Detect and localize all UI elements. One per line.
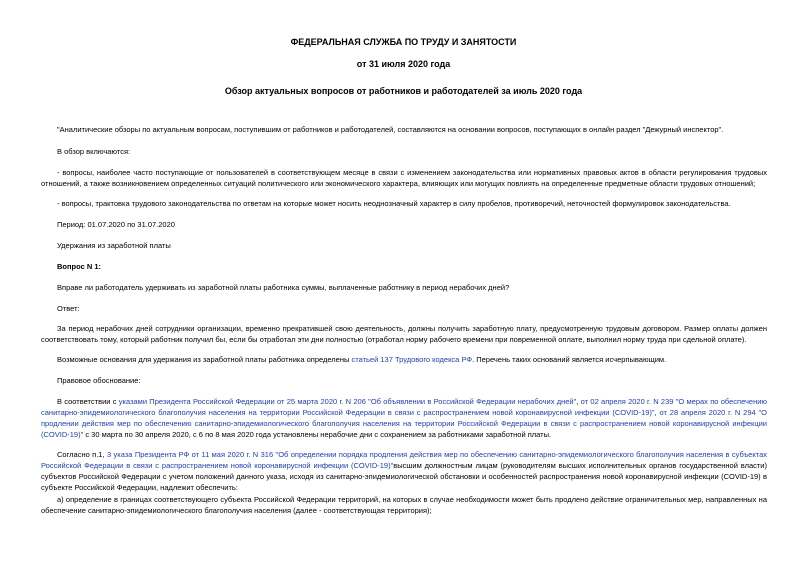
decree-206-link[interactable]: указами Президента Российской Федерации от 25 марта 2020 г. N 206 "Об объявлении в Российской Федерации нерабочих дней": [118, 397, 577, 406]
legal-paragraph-2: [41, 449, 767, 493]
legal-p1-text-d: с 30 марта по 30 апреля 2020, с 6 по 8 мая 2020 года установлены нерабочие дни с сохранением за работниками заработной платы.: [83, 430, 552, 439]
agency-heading: ФЕДЕРАЛЬНАЯ СЛУЖБА ПО ТРУДУ И ЗАНЯТОСТИ: [290, 37, 517, 47]
grounds-text-end: . Перечень таких оснований является исчерпывающим.: [472, 355, 667, 364]
decree-316-link[interactable]: 3 указа Президента РФ от 11 мая 2020 г. N 316 "Об определении порядка продления действия мер по обеспечению санитарно-эпидемиологического благополучия населения в субъектах Российской Федерации в связи с распространением новой коронавирусной инфекции (COVID-19)": [41, 450, 767, 470]
legal-paragraph-1: [41, 396, 767, 440]
legal-p2-text-a: Согласно п.1,: [57, 450, 107, 459]
legal-p1-text-b: ,: [576, 397, 581, 406]
grounds-text-start: Возможные основания для удержания из заработной платы работника определены: [57, 355, 352, 364]
document-title: Обзор актуальных вопросов от работников и работодателей за июль 2020 года: [224, 86, 583, 96]
answer-label: Ответ:: [57, 304, 80, 313]
legal-p2-text-b: высшим должностным лицам (руководителям высших исполнительных органов государственной власти) субъектов Российской Федерации с учетом положений данного указа, исходя из санитарно-эпидемиологической обстановки и особенностей распространения новой коронавирусной инфекции (COVID-19) в субъекте Российской Федерации, надлежит обеспечить:: [41, 461, 767, 492]
intro-item-1: - вопросы, наиболее часто поступающие от пользователей в соответствующем месяце в связи с изменением законодательства или нормативных правовых актов в области регулирования трудовых отношений, а также возникновением определенных ситуаций политического или экономического характера, влияющих или могущих повлиять на определенные предметные области трудовых отношений;: [41, 168, 767, 188]
topic-heading: Удержания из заработной платы: [57, 241, 171, 250]
decree-239-link[interactable]: от 02 апреля 2020 г. N 239 "О мерах по обеспечению санитарно-эпидемиологического благополучия населения на территории Российской Федерации в связи с распространением новой коронавирусной инфекции (COVID-19)": [41, 397, 768, 417]
question-text: Вправе ли работодатель удерживать из заработной платы работника суммы, выплаченные работнику в период нерабочих дней?: [57, 283, 510, 292]
question-label: Вопрос N 1:: [57, 262, 102, 271]
legal-paragraph-3: а) определение в границах соответствующего субъекта Российской Федерации территорий, на которых в случае необходимости может быть продлено действие ограничительных мер, направленных на обеспечение санитарно-эпидемиологического благополучия населения (далее - соответствующая территория);: [41, 495, 767, 515]
legal-p1-text-a: В соответствии с: [57, 397, 119, 406]
intro-about: "Аналитические обзоры по актуальным вопросам, поступившим от работников и работодателей, составляются на основании вопросов, поступающих в онлайн раздел "Дежурный инспектор".: [57, 125, 724, 134]
decree-294-link[interactable]: от 28 апреля 2020 г. N 294 "О продлении действия мер по обеспечению санитарно-эпидемиологического благополучия населения на территории Российской Федерации в связи с распространением новой коронавирусной инфекции (COVID-19)": [41, 408, 767, 439]
document-date: от 31 июля 2020 года: [356, 59, 451, 69]
legal-basis-label: Правовое обоснование:: [57, 376, 141, 385]
period-text: Период: 01.07.2020 по 31.07.2020: [57, 220, 175, 229]
answer-text: За период нерабочих дней сотрудники организации, временно прекратившей свою деятельность, должны получить заработную плату, предусмотренную трудовым договором. Размер оплаты должен соответствовать тому, который работник получил бы, если бы отработал эти дни полностью (отработал норму рабочего времени при повременной оплате, выполнил норму труда при сдельной оплате).: [41, 324, 767, 344]
grounds-paragraph: [57, 354, 666, 365]
article-137-link[interactable]: статьей 137 Трудового кодекса РФ: [351, 355, 473, 364]
intro-item-2: - вопросы, трактовка трудового законодательства по ответам на которые может носить неоднозначный характер в силу пробелов, противоречий, неточностей формулировок законодательства.: [57, 199, 731, 208]
intro-includes: В обзор включаются:: [57, 147, 131, 156]
legal-p1-text-c: ,: [654, 408, 660, 417]
